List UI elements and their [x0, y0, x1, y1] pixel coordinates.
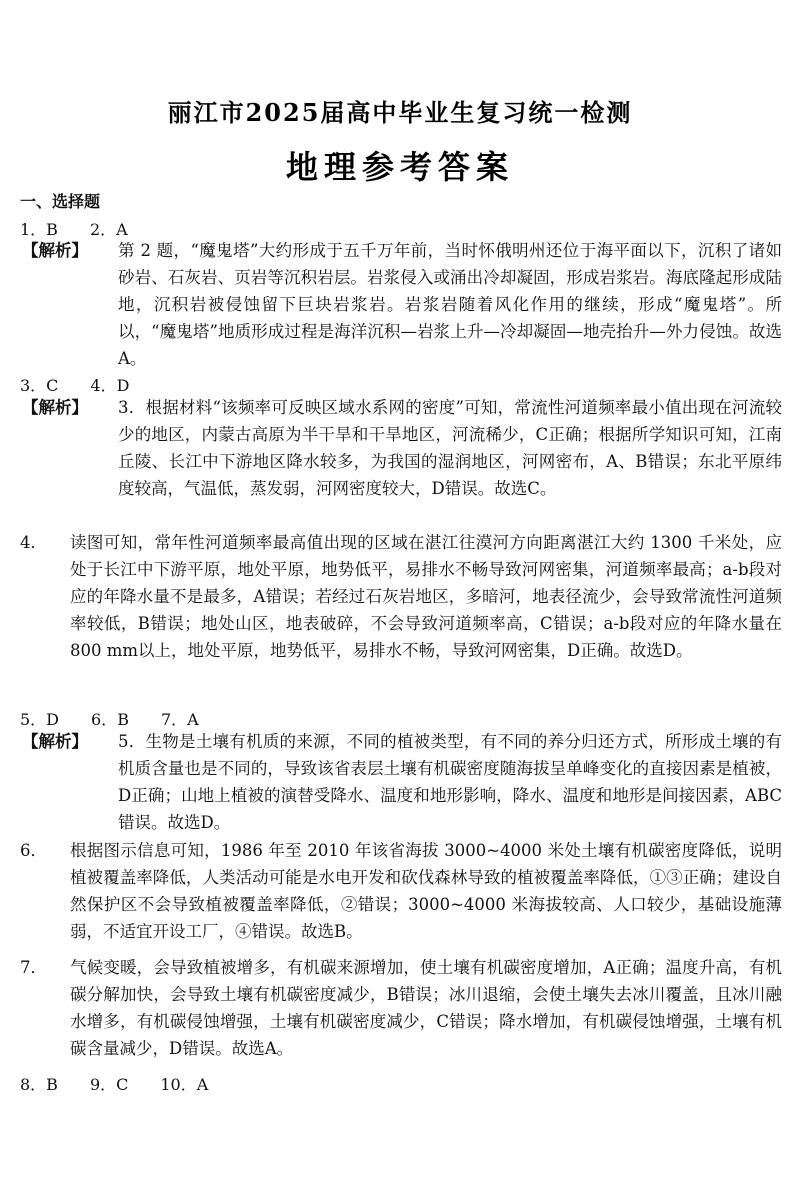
explanation-text: 气候变暖，会导致植被增多，有机碳来源增加，使土壤有机碳密度增加，A正确；温度升高，有机碳分解加快，会导致土壤有机碳密度减少，B错误；冰川退缩，会使土壤失去冰川覆盖，且冰川融水增多，有机碳侵蚀增强，土壤有机碳密度减少，C错误；降水增加，有机碳侵蚀增强，土壤有机碳含量减少，D错误。故选A。: [70, 958, 782, 1058]
explanation-text: 3．根据材料“该频率可反映区域水系网的密度”可知，常流性河道频率最小值出现在河流较少的地区，内蒙古高原为半干旱和干旱地区，河流稀少，C正确；根据所学知识可知，江南丘陵、长江中下游地区降水较多，为我国的湿润地区，河网密布，A、B错误；东北平原纬度较高，气温低，蒸发弱，河网密度较大，D错误。故选C。: [118, 398, 782, 498]
analysis-label: 【解析】: [22, 732, 88, 751]
answers-q5-q7: 5．D 6．B 7．A: [20, 710, 199, 729]
explanation-text: 5．生物是土壤有机质的来源，不同的植被类型，有不同的养分归还方式，所形成土壤的有机质含量也是不同的，导致该省表层土壤有机碳密度随海拔呈单峰变化的直接因素是植被，D正确；山地上植被的演替受降水、温度和地形影响，降水、温度和地形是间接因素，ABC错误。故选D。: [118, 732, 782, 832]
answer-key-title: 地理参考答案: [285, 148, 514, 186]
explanation-q7: [20, 954, 782, 1062]
explanation-text: 第 2 题，“魔鬼塔”大约形成于五千万年前，当时怀俄明州还位于海平面以下，沉积了诸如砂岩、石灰岩、页岩等沉积岩层。岩浆侵入或涌出冷却凝固，形成岩浆岩。海底隆起形成陆地，沉积岩被侵蚀留下巨块岩浆岩。岩浆岩随着风化作用的继续，形成“魔鬼塔”。所以，“魔鬼塔”地质形成过程是海洋沉积—岩浆上升—冷却凝固—地壳抬升—外力侵蚀。故选A。: [118, 241, 782, 368]
answers-q8-q10: 8．B 9．C 10．A: [20, 1075, 209, 1094]
explanation-q5: [22, 728, 782, 836]
explanation-q6: [20, 837, 782, 945]
question-number: 4．: [20, 533, 47, 552]
analysis-label: 【解析】: [22, 241, 88, 260]
explanation-q4: [20, 529, 782, 664]
analysis-label: 【解析】: [22, 398, 88, 417]
answers-q3-q4: 3．C 4．D: [20, 376, 130, 395]
explanation-q2: [22, 237, 782, 372]
explanation-q3: [22, 394, 782, 502]
question-number: 6．: [20, 841, 47, 860]
question-number: 7．: [20, 958, 47, 977]
section-heading-choice: 一、选择题: [20, 192, 101, 211]
exam-title: 丽江市2025届高中毕业生复习统一检测: [167, 98, 633, 127]
answers-q1-q2: 1．B 2．A: [20, 220, 128, 239]
explanation-text: 读图可知，常年性河道频率最高值出现的区域在湛江往漠河方向距离湛江大约 1300 千米处，应处于长江中下游平原，地处平原，地势低平，易排水不畅导致河网密集，河道频率最高；a-b段对应的年降水量不是最多，A错误；若经过石灰岩地区，多暗河，地表径流少，会导致常流性河道频率较低，B错误；地处山区，地表破碎，不会导致河道频率高，C错误；a-b段对应的年降水量在 800 mm以上，地处平原，地势低平，易排水不畅，导致河网密集，D正确。故选D。: [70, 533, 782, 660]
explanation-text: 根据图示信息可知，1986 年至 2010 年该省海拔 3000~4000 米处土壤有机碳密度降低，说明植被覆盖率降低，人类活动可能是水电开发和砍伐森林导致的植被覆盖率降低，①③正确；建设自然保护区不会导致植被覆盖率降低，②错误；3000~4000 米海拔较高、人口较少，基础设施薄弱，不适宜开设工厂，④错误。故选B。: [70, 841, 782, 941]
